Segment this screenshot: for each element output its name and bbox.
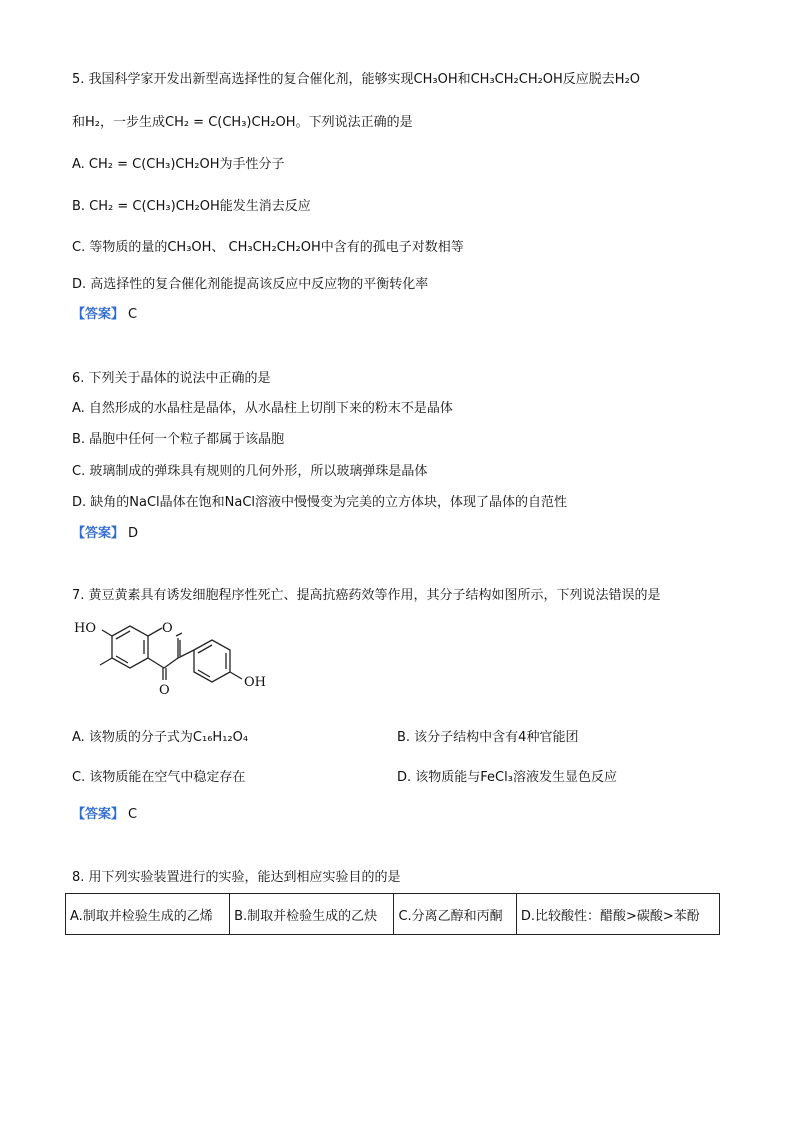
answer-tag: 【答案】 [72, 526, 125, 541]
q7-option-a: A. 该物质的分子式为C₁₆H₁₂O₄ [72, 730, 249, 745]
struct-ho-label: HO [74, 621, 96, 636]
answer-value: C [128, 307, 138, 322]
q6-answer [72, 524, 138, 544]
q8-stem: 8. 用下列实验装置进行的实验，能达到相应实验目的的是 [72, 870, 401, 885]
q7-stem: 7. 黄豆黄素具有诱发细胞程序性死亡、提高抗癌药效等作用，其分子结构如图所示，下列说法错误的是 [72, 588, 661, 603]
table-cell-b: B.制取并检验生成的乙炔 [230, 894, 394, 935]
q5-answer [72, 305, 137, 325]
struct-ring-oxygen-label: O [162, 621, 173, 636]
table-row [66, 894, 720, 935]
q5-option-c: C. 等物质的量的CH₃OH、 CH₃CH₂CH₂OH中含有的孤电子对数相等 [72, 240, 464, 255]
q5-option-a: A. CH₂ = C(CH₃)CH₂OH为手性分子 [72, 157, 285, 172]
struct-oh-label: OH [244, 675, 266, 690]
q7-option-d: D. 该物质能与FeCl₃溶液发生显色反应 [397, 770, 617, 785]
table-cell-c: C.分离乙醇和丙酮 [394, 894, 516, 935]
q6-option-c: C. 玻璃制成的弹珠具有规则的几何外形，所以玻璃弹珠是晶体 [72, 464, 428, 479]
q6-option-d: D. 缺角的NaCl晶体在饱和NaCl溶液中慢慢变为完美的立方体块，体现了晶体的自范性 [72, 495, 568, 510]
q5-option-b: B. CH₂ = C(CH₃)CH₂OH能发生消去反应 [72, 199, 311, 214]
q5-option-d: D. 高选择性的复合催化剂能提高该反应中反应物的平衡转化率 [72, 277, 429, 292]
struct-ketone-oxygen-label: O [159, 683, 170, 698]
answer-tag: 【答案】 [72, 807, 125, 822]
isoflavone-structure-diagram [72, 616, 282, 706]
q7-answer [72, 805, 137, 825]
table-cell-a: A.制取并检验生成的乙烯 [66, 894, 230, 935]
answer-value: C [128, 807, 138, 822]
answer-value: D [128, 526, 139, 541]
q7-option-b: B. 该分子结构中含有4种官能团 [397, 730, 579, 745]
q6-stem: 6. 下列关于晶体的说法中正确的是 [72, 371, 271, 386]
q5-stem-line2: 和H₂，一步生成CH₂ = C(CH₃)CH₂OH。下列说法正确的是 [72, 115, 413, 130]
answer-tag: 【答案】 [72, 307, 125, 322]
q6-option-b: B. 晶胞中任何一个粒子都属于该晶胞 [72, 432, 285, 447]
q6-option-a: A. 自然形成的水晶柱是晶体，从水晶柱上切削下来的粉末不是晶体 [72, 401, 453, 416]
q8-option-table [65, 893, 720, 935]
q5-stem-line1: 5. 我国科学家开发出新型高选择性的复合催化剂，能够实现CH₃OH和CH₃CH₂CH₂OH反应脱去H₂O [72, 72, 641, 87]
table-cell-d: D.比较酸性：醋酸>碳酸>苯酚 [516, 894, 719, 935]
q7-option-c: C. 该物质能在空气中稳定存在 [72, 770, 246, 785]
